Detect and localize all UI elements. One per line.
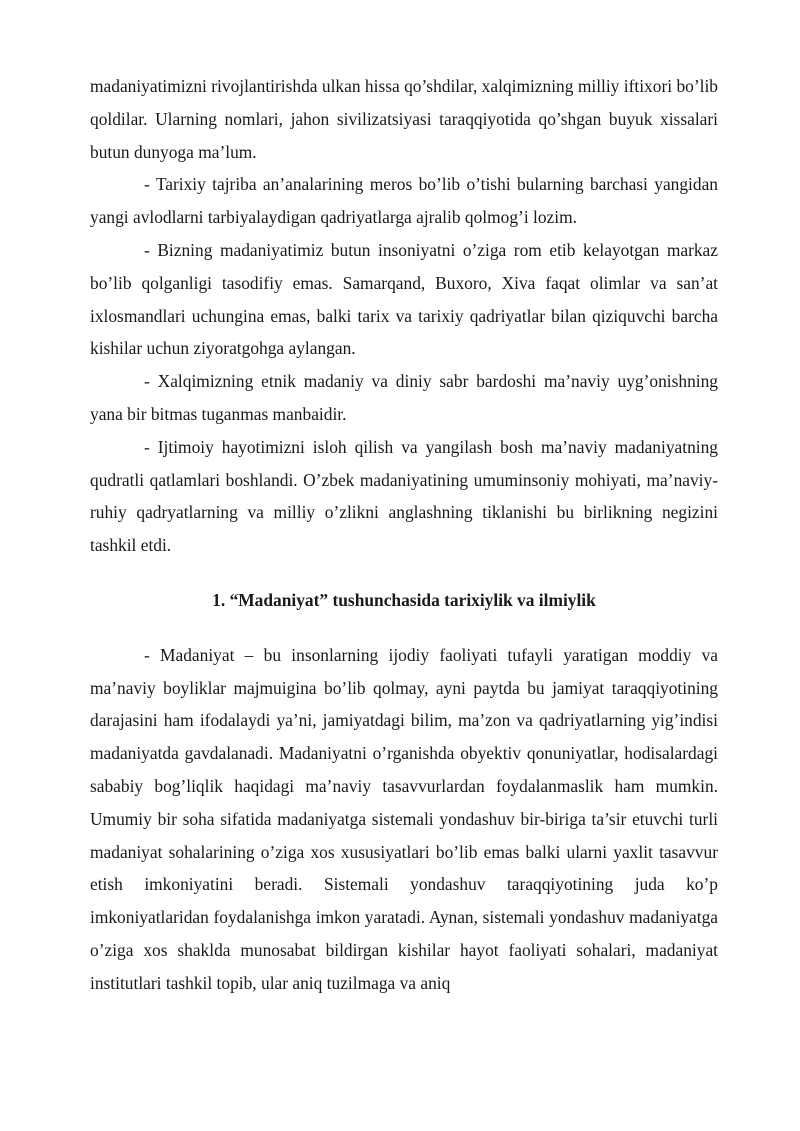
paragraph-dash-item: - Madaniyat – bu insonlarning ijodiy faoliyati tufayli yaratigan moddiy va ma’naviy boyliklar majmuigina bo’lib qolmay, ayni paytda bu jamiyat taraqqiyotining darajasini ham ifodalaydi ya’ni, jamiyatdagi bilim, ma’zon va qadriyatlarning yig’indisi madaniyatda gavdalanadi. Madaniyatni o’rganishda obyektiv qonuniyatlar, hodisalardagi sababiy bog’liqlik haqidagi ma’naviy tasavvurlardan foydalanmaslik ham mumkin. Umumiy bir soha sifatida madaniyatga sistemali yondashuv bir-biriga ta’sir etuvchi turli madaniyat sohalarining o’ziga xos xususiyatlari bo’lib emas balki ularni yaxlit tasavvur etish imkoniyatini beradi. Sistemali yondashuv taraqqiyotining juda ko’p imkoniyatlaridan foydalanishga imkon yaratadi. Aynan, sistemali yondashuv madaniyatga o’ziga xos shaklda munosabat bildirgan kishilar hayot faoliyati sohalari, madaniyat institutlari tashkil topib, ular aniq tuzilmaga va aniq	[90, 644, 718, 993]
paragraph-dash-item: - Xalqimizning etnik madaniy va diniy sabr bardoshi ma’naviy uyg’onishning yana bir bitmas tuganmas manbaidir.	[90, 371, 718, 424]
paragraph-dash-item: - Ijtimoiy hayotimizni isloh qilish va yangilash bosh ma’naviy madaniyatning qudratli qatlamlari boshlandi. O’zbek madaniyatining umuminsoniy mohiyati, ma’naviy-ruhiy qadryatlarning va milliy o’zlikni anglashning tiklanishi bu birlikning negizini tashkil etdi.	[90, 436, 718, 556]
paragraph-dash-item: - Bizning madaniyatimiz butun insoniyatni o’ziga rom etib kelayotgan markaz bo’lib qolganligi tasodifiy emas. Samarqand, Buxoro, Xiva faqat olimlar va san’at ixlosmandlari uchungina emas, balki tarix va tarixiy qadriyatlar bilan qiziquvchi barcha kishilar uchun ziyoratgohga aylangan.	[90, 239, 718, 359]
paragraph-dash-item: - Tarixiy tajriba an’analarining meros bo’lib o’tishi bularning barchasi yangidan yangi avlodlarni tarbiyalaydigan qadriyatlarga ajralib qolmog’i lozim.	[90, 174, 718, 228]
section-heading: 1. “Madaniyat” tushunchasida tarixiylik va ilmiylik	[212, 589, 596, 610]
paragraph-continuation: madaniyatimizni rivojlantirishda ulkan hissa qo’shdilar, xalqimizning milliy iftixori bo’lib qoldilar. Ularning nomlari, jahon sivilizatsiyasi taraqqiyotida qo’shgan buyuk xissalari butun dunyoga ma’lum.	[90, 76, 718, 162]
document-body	[90, 70, 718, 1000]
